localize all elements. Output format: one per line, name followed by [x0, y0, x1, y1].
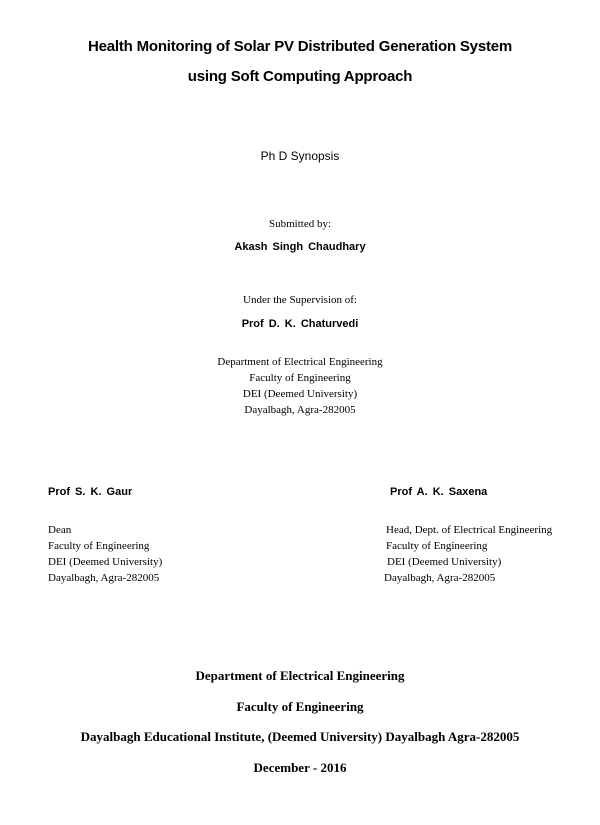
right-signatory-details	[386, 522, 586, 586]
right-signatory-line: Dayalbagh, Agra-282005	[384, 572, 496, 584]
footer-date: December - 2016	[253, 760, 347, 775]
footer-department: Department of Electrical Engineering	[195, 668, 405, 683]
right-signatory-name: Prof A. K. Saxena	[390, 486, 488, 498]
affiliation-line: Faculty of Engineering	[249, 372, 351, 384]
supervisor-name: Prof D. K. Chaturvedi	[241, 318, 359, 330]
supervisor-affiliation	[0, 354, 600, 418]
affiliation-line: Dayalbagh, Agra-282005	[244, 404, 356, 416]
affiliation-line: DEI (Deemed University)	[242, 388, 358, 400]
left-signatory-line: DEI (Deemed University)	[48, 556, 163, 568]
title-line-2: using Soft Computing Approach	[187, 68, 413, 85]
left-signatory-line: Faculty of Engineering	[48, 540, 150, 552]
left-signatory-line: Dayalbagh, Agra-282005	[48, 572, 160, 584]
left-signatory-line: Dean	[48, 524, 72, 536]
footer-faculty: Faculty of Engineering	[236, 699, 364, 714]
right-signatory-line: Head, Dept. of Electrical Engineering	[386, 524, 553, 536]
document-type: Ph D Synopsis	[260, 149, 340, 163]
right-signatory-line: DEI (Deemed University)	[387, 556, 502, 568]
left-signatory-name: Prof S. K. Gaur	[48, 486, 133, 498]
supervision-label: Under the Supervision of:	[243, 294, 357, 306]
left-signatory-details	[48, 522, 162, 586]
submitted-by-label: Submitted by:	[268, 218, 332, 230]
candidate-name: Akash Singh Chaudhary	[234, 241, 366, 253]
affiliation-line: Department of Electrical Engineering	[217, 356, 383, 368]
right-signatory-line: Faculty of Engineering	[386, 540, 488, 552]
title-line-1: Health Monitoring of Solar PV Distributed Generation System	[87, 38, 513, 55]
footer-institute: Dayalbagh Educational Institute, (Deemed University) Dayalbagh Agra-282005	[80, 729, 520, 744]
